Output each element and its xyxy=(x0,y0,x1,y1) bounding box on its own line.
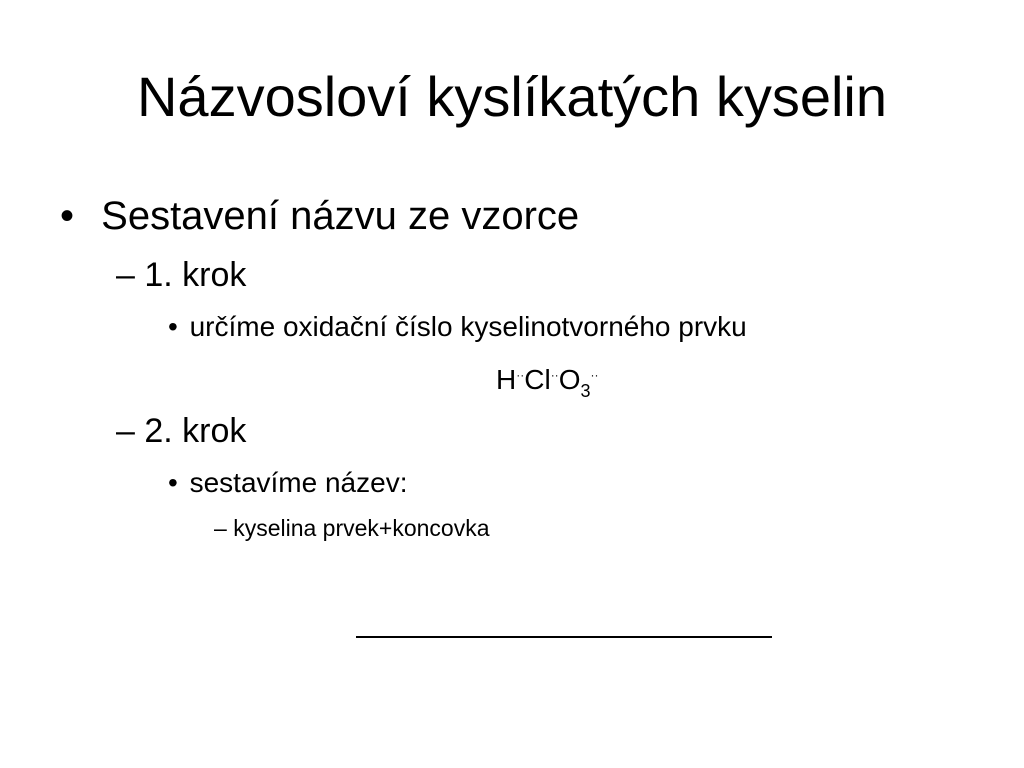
formula-cl: Cl xyxy=(524,364,551,395)
step2-subitem-text: sestavíme název: xyxy=(189,467,408,498)
step1-subitem-text: určíme oxidační číslo kyselinotvorného prvku xyxy=(189,311,747,342)
formula-subscript: 3 xyxy=(580,381,591,401)
answer-blank-line xyxy=(356,636,772,638)
formula-h: H xyxy=(496,364,517,395)
formula-dots-3: ·· xyxy=(590,368,599,382)
chemical-formula xyxy=(496,358,598,408)
formula-o: O xyxy=(558,364,581,395)
step1-subitem xyxy=(168,310,747,344)
bullet-item-level1 xyxy=(60,192,579,240)
dash-icon: – xyxy=(116,412,135,450)
formula-dots-1: ·· xyxy=(516,368,525,382)
dash-icon: – xyxy=(116,256,135,294)
dash-icon: – xyxy=(214,515,227,541)
step2-label: 2. krok xyxy=(144,412,247,450)
step2-subitem xyxy=(168,466,407,500)
step2-subsubitem-text: kyselina prvek+koncovka xyxy=(233,515,490,541)
slide-title: Názvosloví kyslíkatých kyselin xyxy=(136,65,887,128)
bullet-text: Sestavení názvu ze vzorce xyxy=(101,194,580,238)
step2-item xyxy=(116,411,246,451)
bullet-icon: • xyxy=(168,467,178,498)
bullet-icon: • xyxy=(168,311,178,342)
step2-subsubitem xyxy=(214,514,490,542)
step1-item xyxy=(116,255,246,295)
step1-label: 1. krok xyxy=(144,256,247,294)
formula-dots-2: ·· xyxy=(550,368,559,382)
bullet-icon: • xyxy=(60,194,75,238)
